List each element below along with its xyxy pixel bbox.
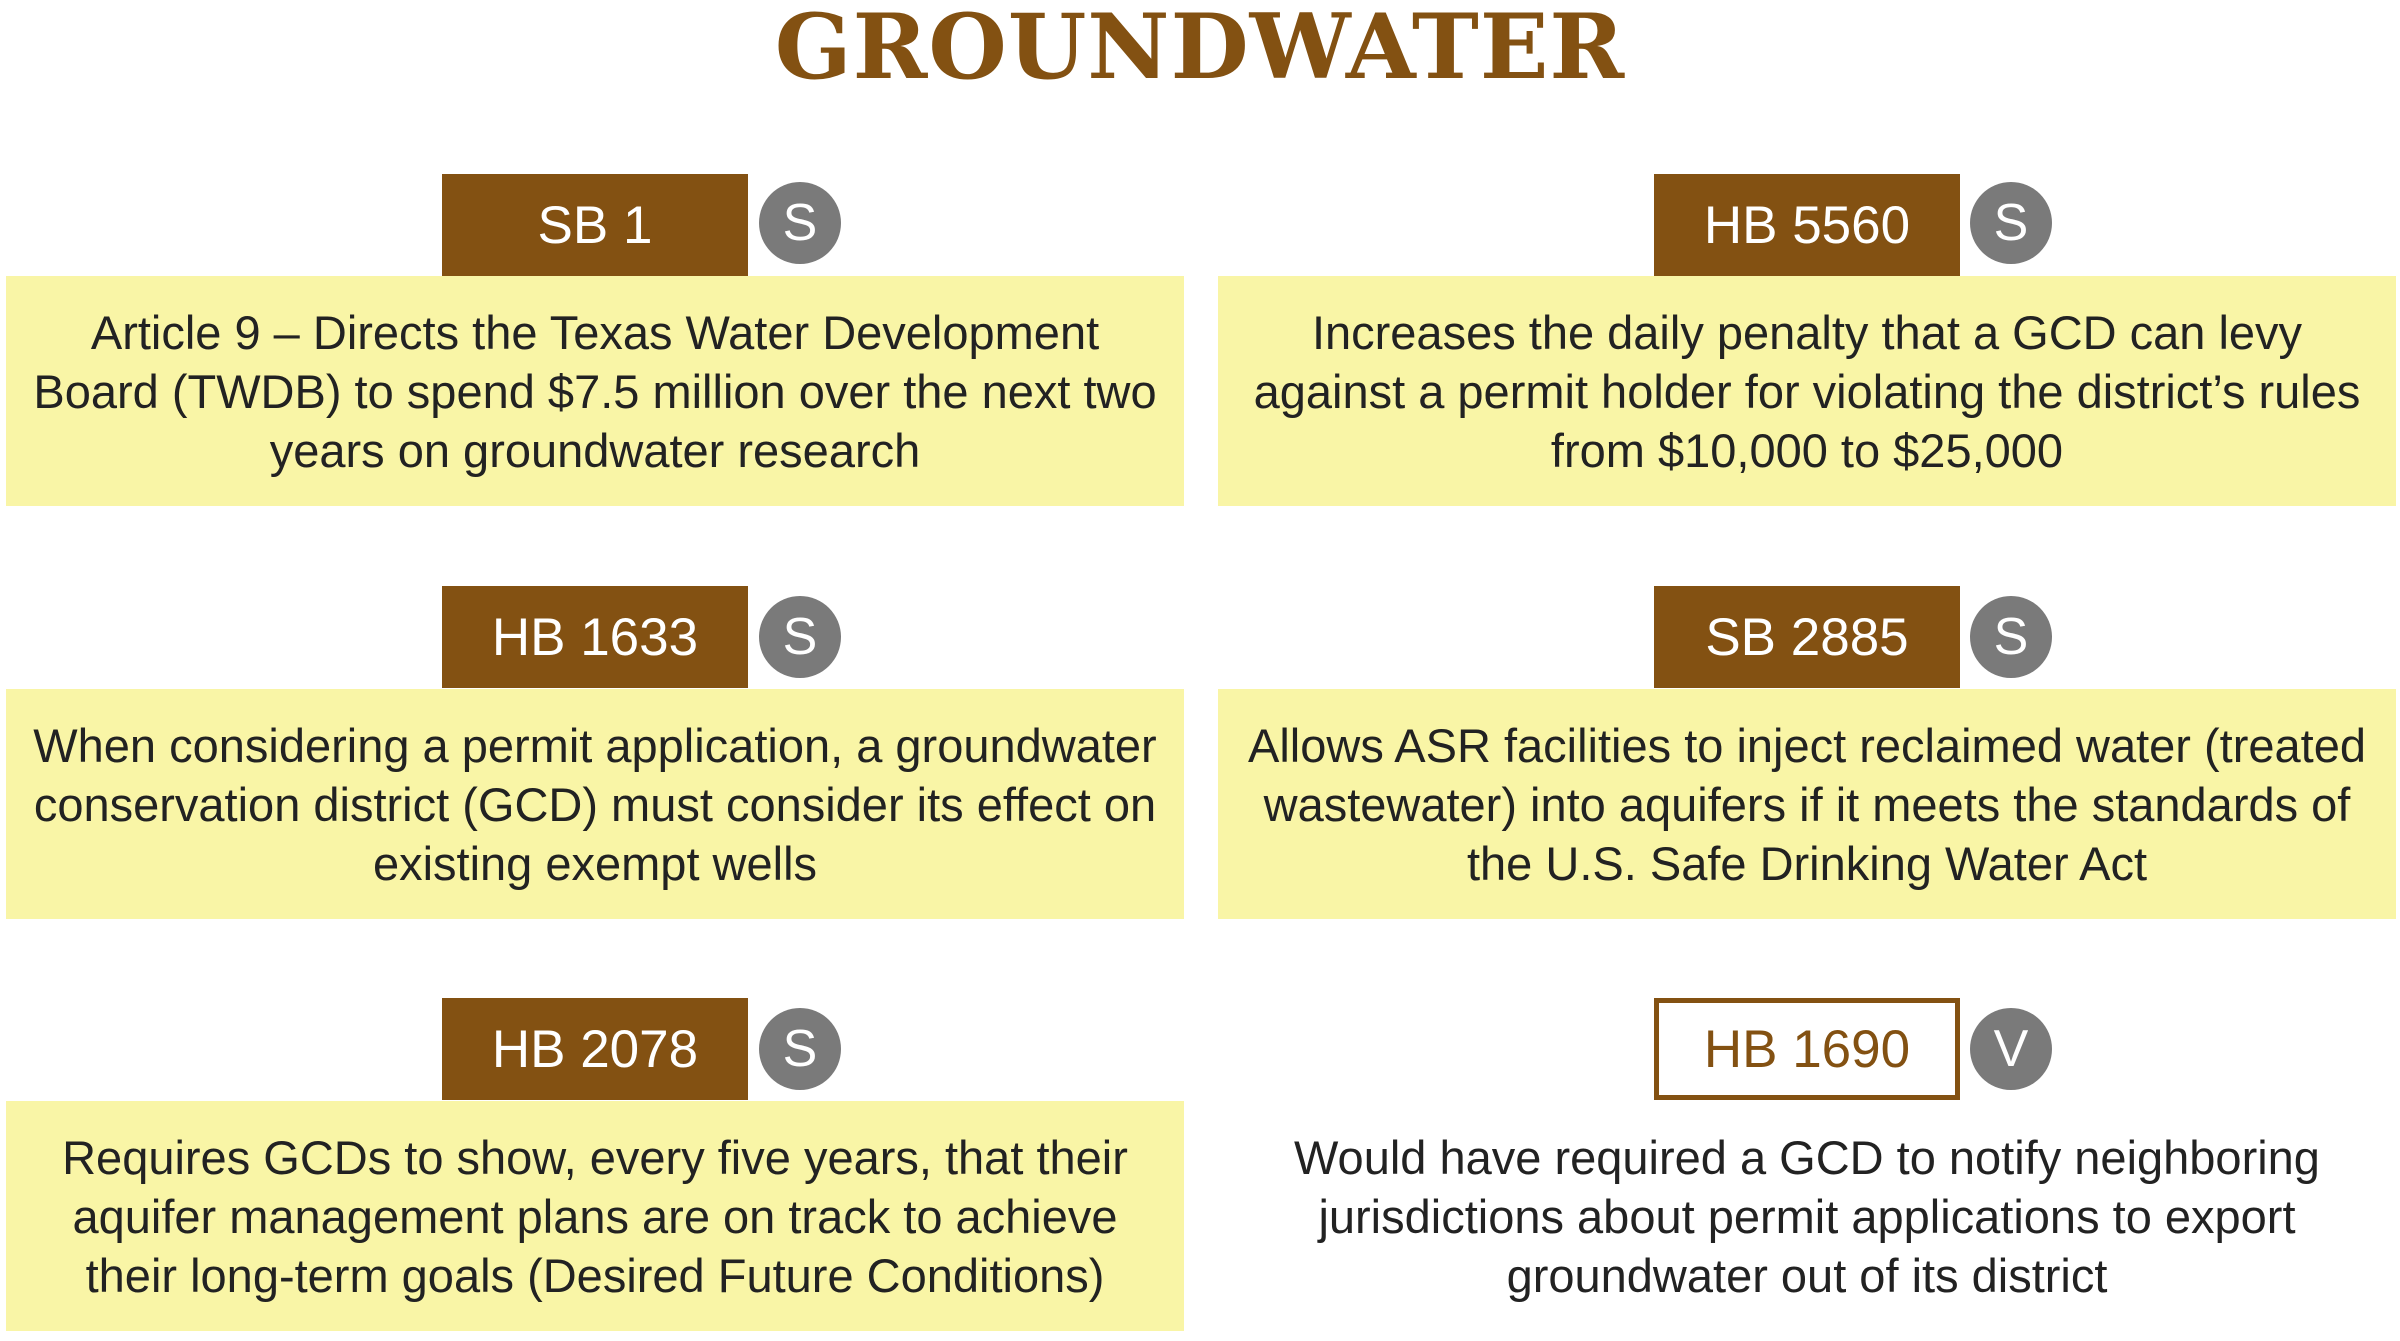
status-vetoed-badge: V bbox=[1970, 1008, 2052, 1090]
bill-label: HB 2078 bbox=[442, 998, 748, 1100]
bill-label: HB 1690 bbox=[1654, 998, 1960, 1100]
bill-description: Allows ASR facilities to inject reclaimed water (treated wastewater) into aquifers if it meets the standards of the U.S. Safe Drinking Water Act bbox=[1218, 689, 2396, 919]
status-signed-badge: S bbox=[759, 596, 841, 678]
bill-description: When considering a permit application, a groundwater conservation district (GCD) must consider its effect on existing exempt wells bbox=[6, 689, 1184, 919]
bill-label: HB 1633 bbox=[442, 586, 748, 688]
bill-description: Would have required a GCD to notify neighboring jurisdictions about permit applications to export groundwater out of its district bbox=[1294, 1130, 2320, 1302]
status-signed-badge: S bbox=[1970, 596, 2052, 678]
bill-label: SB 1 bbox=[442, 174, 748, 276]
bill-label: HB 5560 bbox=[1654, 174, 1960, 276]
page-title: GROUNDWATER bbox=[774, 0, 1626, 100]
status-signed-badge: S bbox=[1970, 182, 2052, 264]
status-signed-badge: S bbox=[759, 1008, 841, 1090]
bill-description: Requires GCDs to show, every five years, that their aquifer management plans are on track to achieve their long-term goals (Desired Future Conditions) bbox=[6, 1101, 1184, 1331]
bill-description: Article 9 – Directs the Texas Water Development Board (TWDB) to spend $7.5 million over the next two years on groundwater research bbox=[6, 276, 1184, 506]
bill-description: Increases the daily penalty that a GCD can levy against a permit holder for violating the district’s rules from $10,000 to $25,000 bbox=[1218, 276, 2396, 506]
bill-label: SB 2885 bbox=[1654, 586, 1960, 688]
status-signed-badge: S bbox=[759, 182, 841, 264]
